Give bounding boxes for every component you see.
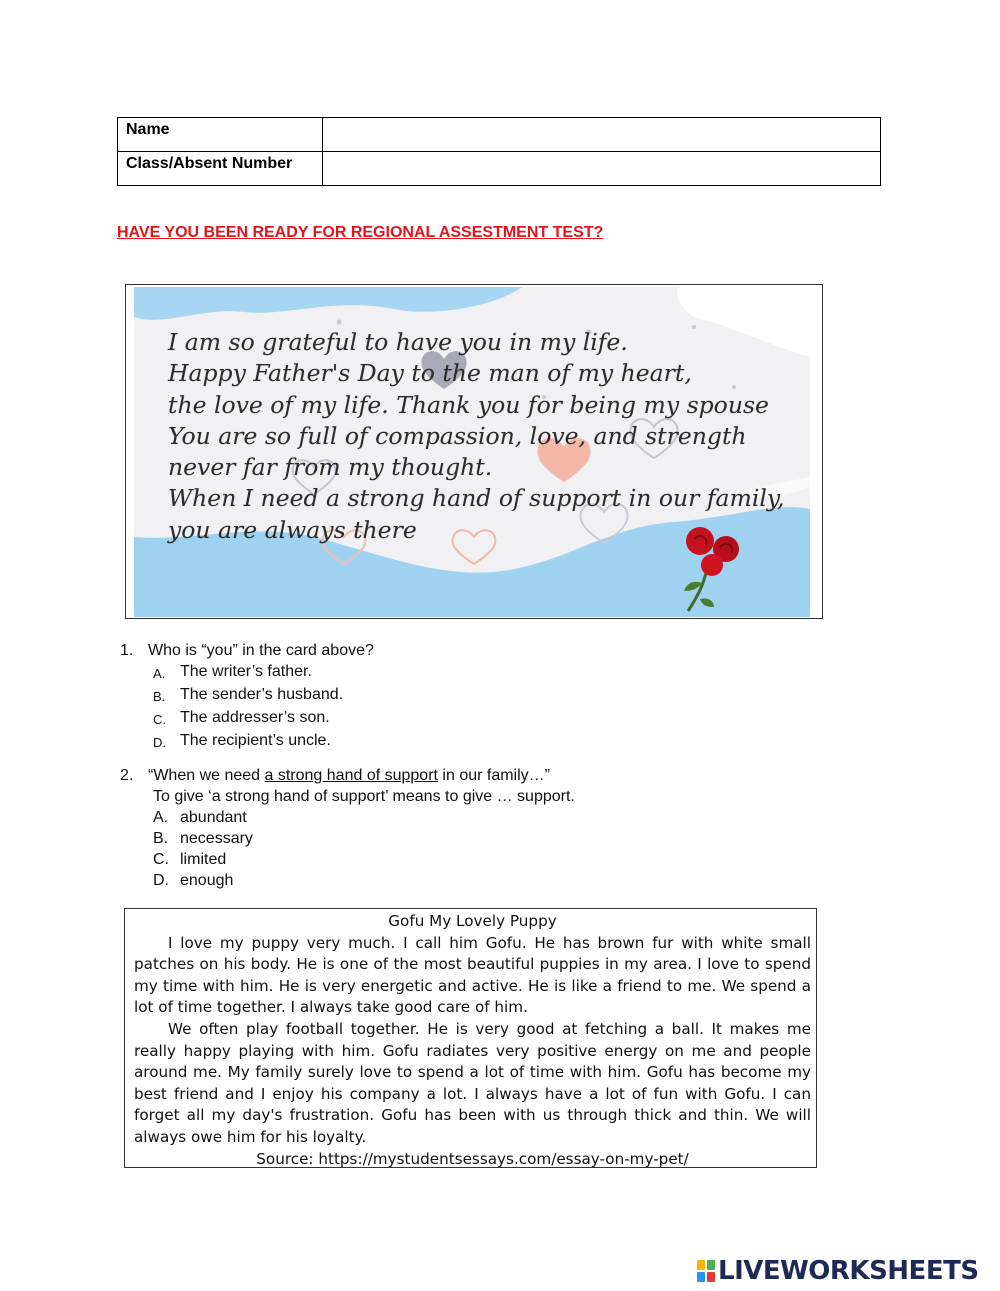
name-row xyxy=(118,118,881,152)
question-subline: To give ‘a strong hand of support’ means to give … support. xyxy=(153,788,575,805)
question-1 xyxy=(120,640,374,753)
option-letter: C. xyxy=(153,712,166,727)
answer-option[interactable] xyxy=(153,684,374,707)
card-line: you are always there xyxy=(168,515,417,544)
card-line: When I need a strong hand of support in our family, xyxy=(168,484,785,513)
option-letter: D. xyxy=(153,735,166,750)
option-text: The sender’s husband. xyxy=(180,686,344,703)
option-letter: B. xyxy=(153,689,166,704)
question-stem: Who is “you” in the card above? xyxy=(148,642,374,659)
class-absent-field[interactable] xyxy=(323,152,881,186)
option-letter: A. xyxy=(153,809,169,826)
name-label: Name xyxy=(118,118,323,152)
stem-text: “When we need xyxy=(148,767,265,784)
question-2 xyxy=(120,765,575,891)
option-text: limited xyxy=(180,851,227,868)
card-line: never far from my thought. xyxy=(168,453,493,482)
student-info-table xyxy=(117,117,881,186)
class-absent-label: Class/Absent Number xyxy=(118,152,323,186)
card-line: You are so full of compassion, love, and strength xyxy=(168,421,747,450)
answer-option[interactable] xyxy=(153,828,575,849)
option-text: The recipient’s uncle. xyxy=(180,732,331,749)
option-letter: A. xyxy=(153,666,166,681)
answer-option[interactable] xyxy=(153,707,374,730)
answer-option[interactable] xyxy=(153,730,374,753)
page-headline: HAVE YOU BEEN READY FOR REGIONAL ASSESTMENT TEST? xyxy=(117,224,604,241)
option-letter: B. xyxy=(153,830,169,847)
answer-option[interactable] xyxy=(153,849,575,870)
logo-text: LIVEWORKSHEETS xyxy=(718,1256,979,1286)
question-stem xyxy=(148,765,550,786)
answer-option[interactable] xyxy=(153,870,575,891)
stem-text: in our family…” xyxy=(437,767,550,784)
answer-option[interactable] xyxy=(153,807,575,828)
option-text: abundant xyxy=(180,809,247,826)
card-line: the love of my life. Thank you for being my spouse xyxy=(168,390,769,419)
answer-option[interactable] xyxy=(153,661,374,684)
passage-paragraph: We often play football together. He is very good at fetching a ball. It makes me really happy playing with him. Gofu radiates very positive energy on me and people around me. My family surely love to spend a lot of time with him. Gofu has become my best friend and I enjoy his company a lot. I always have a lot of fun with Gofu. I can forget all my day's frustration. Gofu has been with us through thick and thin. We will always owe him for his loyalty. xyxy=(134,1019,811,1146)
passage-paragraph: I love my puppy very much. I call him Gofu. He has brown fur with white small patches on his body. He is one of the most beautiful puppies in my area. I love to spend my time with him. He is very energetic and active. He is like a friend to me. We spend a lot of time together. I always take good care of him. xyxy=(134,933,811,1017)
passage-title: Gofu My Lovely Puppy xyxy=(388,912,557,930)
option-text: necessary xyxy=(180,830,253,847)
logo-blocks-icon xyxy=(697,1260,715,1282)
option-text: enough xyxy=(180,872,234,889)
card-line: I am so grateful to have you in my life. xyxy=(168,328,628,356)
passage-source: Source: https://mystudentsessays.com/essay-on-my-pet/ xyxy=(256,1149,689,1168)
rose-icon xyxy=(678,521,748,616)
liveworksheets-logo xyxy=(697,1256,979,1286)
option-text: The writer’s father. xyxy=(180,663,312,680)
option-letter: C. xyxy=(153,851,169,868)
card-line: Happy Father's Day to the man of my heart, xyxy=(168,359,692,388)
question-number: 2. xyxy=(120,767,134,784)
question-number: 1. xyxy=(120,642,134,659)
option-text: The addresser’s son. xyxy=(180,709,330,726)
name-field[interactable] xyxy=(323,118,881,152)
underlined-phrase: a strong hand of support xyxy=(264,767,438,784)
reading-passage xyxy=(124,908,817,1168)
fathers-day-card xyxy=(125,284,823,619)
card-message xyxy=(168,327,784,546)
class-row xyxy=(118,152,881,186)
option-letter: D. xyxy=(153,872,169,889)
